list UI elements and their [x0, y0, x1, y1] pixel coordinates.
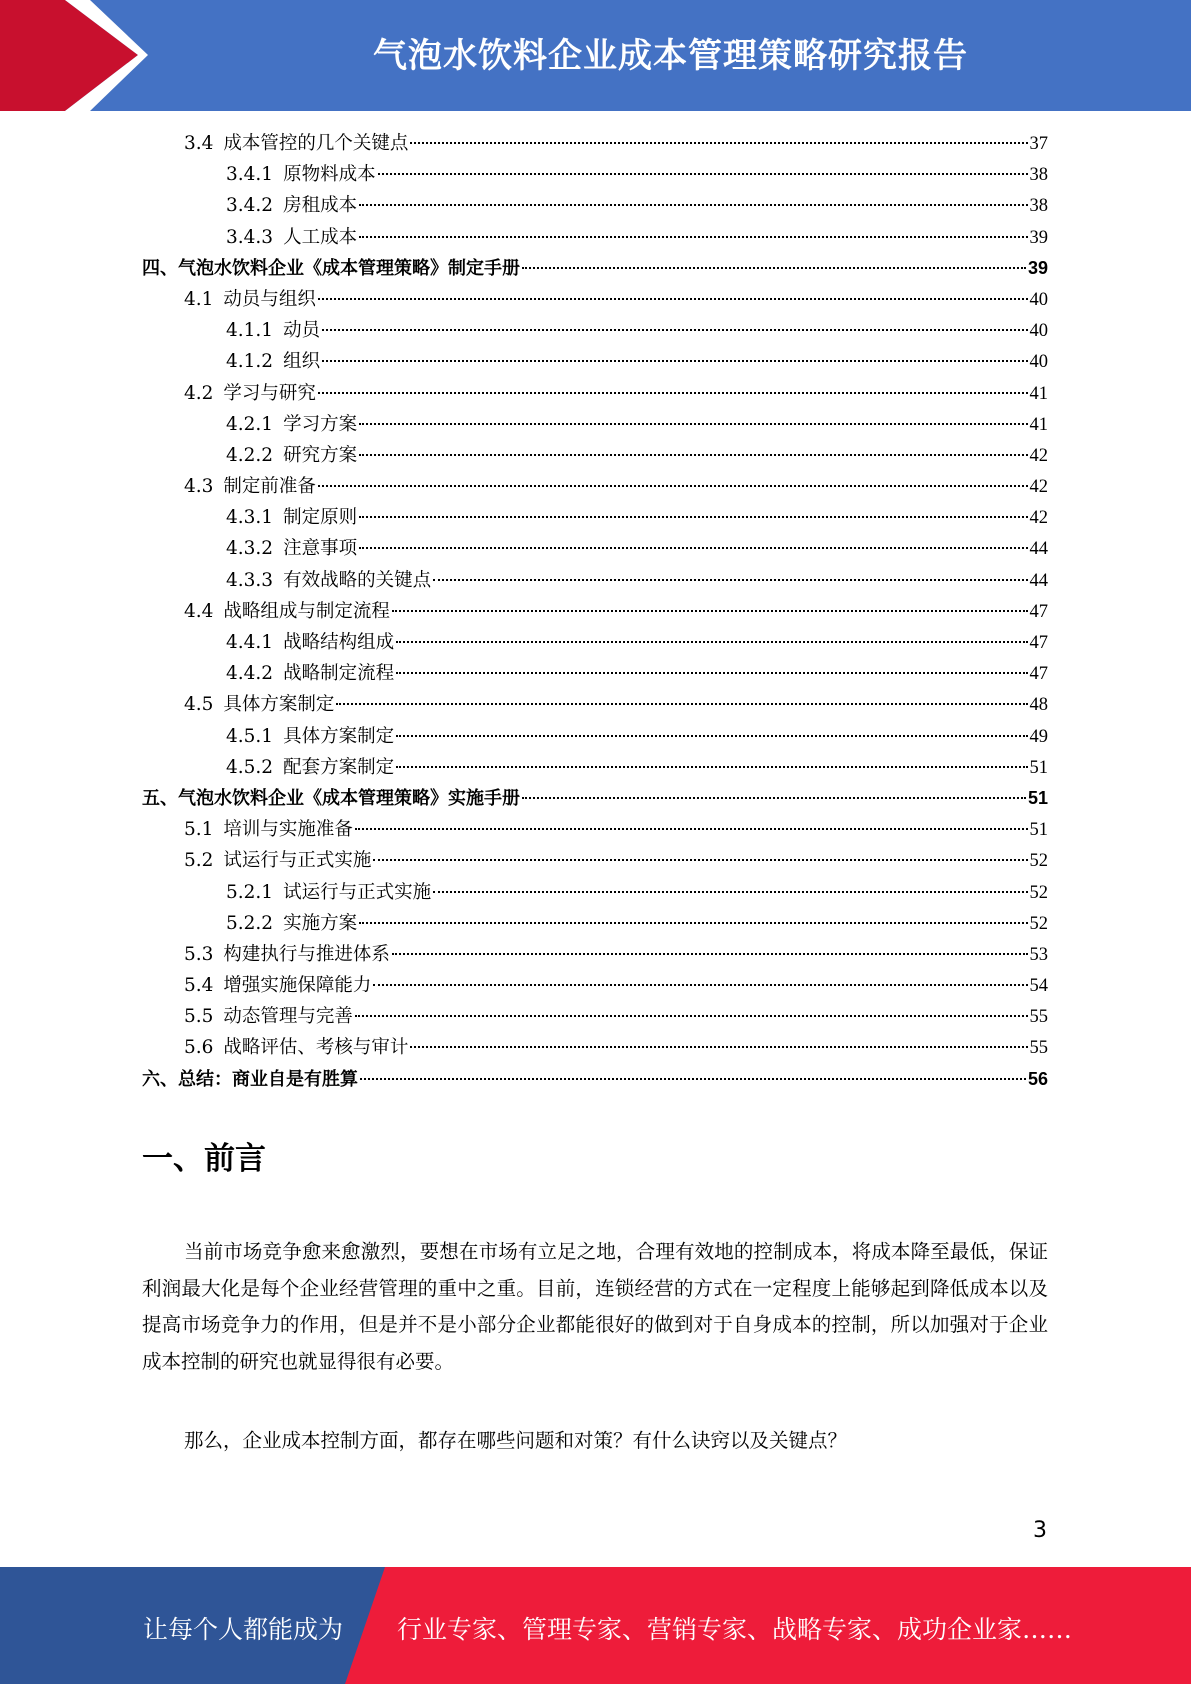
toc-leader-dots	[396, 735, 1027, 737]
toc-entry-page: 44	[1029, 539, 1048, 560]
toc-leader-dots	[396, 641, 1027, 643]
toc-entry-page: 39	[1027, 257, 1048, 278]
toc-entry-page: 41	[1029, 383, 1048, 404]
toc-entry-page: 44	[1029, 570, 1048, 591]
toc-entry-title: 四、气泡水饮料企业《成本管理策略》制定手册	[142, 257, 520, 279]
toc-entry[interactable]	[142, 253, 1048, 284]
toc-entry[interactable]	[142, 346, 1048, 377]
toc-entry[interactable]	[142, 721, 1048, 752]
toc-entry-page: 37	[1029, 134, 1048, 154]
toc-entry-title: 具体方案制定	[223, 694, 335, 716]
toc-entry[interactable]	[142, 752, 1048, 783]
toc-entry-number: 3.4.2	[226, 195, 274, 217]
toc-entry[interactable]	[142, 190, 1048, 221]
toc-entry-title: 试运行与正式实施	[283, 881, 432, 903]
toc-entry-number: 5.2.1	[226, 881, 274, 903]
toc-entry-number: 5.4	[184, 975, 214, 997]
toc-entry-title: 制定原则	[283, 507, 358, 529]
toc-leader-dots	[318, 485, 1028, 487]
toc-leader-dots	[359, 516, 1027, 518]
toc-entry[interactable]	[142, 222, 1048, 253]
toc-entry-title: 房租成本	[283, 195, 358, 217]
toc-entry-page: 51	[1029, 820, 1048, 841]
toc-entry-page: 55	[1029, 1038, 1048, 1059]
toc-entry-number: 5.6	[184, 1037, 214, 1059]
toc-leader-dots	[318, 298, 1028, 300]
toc-entry-title: 五、气泡水饮料企业《成本管理策略》实施手册	[142, 787, 520, 809]
toc-leader-dots	[392, 610, 1028, 612]
toc-entry[interactable]	[142, 378, 1048, 409]
toc-entry[interactable]	[142, 970, 1048, 1001]
toc-entry-number: 4.4	[184, 600, 214, 622]
toc-entry[interactable]	[142, 627, 1048, 658]
toc-entry-page: 52	[1029, 913, 1048, 934]
toc-entry-number: 5.5	[184, 1006, 214, 1028]
toc-entry[interactable]	[142, 315, 1048, 346]
toc-entry-number: 4.5.2	[226, 756, 274, 778]
section-heading: 一、前言	[142, 1141, 266, 1177]
toc-entry-title: 有效战略的关键点	[283, 569, 432, 591]
toc-entry-number: 4.5	[184, 694, 214, 716]
body-paragraph: 当前市场竞争愈来愈激烈，要想在市场有立足之地，合理有效地的控制成本，将成本降至最低，保证利润最大化是每个企业经营管理的重中之重。目前，连锁经营的方式在一定程度上能够起到降低成本以及提高市场竞争力的作用，但是并不是小部分企业都能很好的做到对于自身成本的控制，所以加强对于企业成本控制的研究也就显得很有必要。	[142, 1240, 1048, 1373]
toc-entry[interactable]	[142, 409, 1048, 440]
toc-entry-page: 40	[1029, 352, 1048, 373]
toc-entry[interactable]	[142, 658, 1048, 689]
toc-entry-number: 4.3.3	[226, 569, 274, 591]
toc-entry-page: 54	[1029, 976, 1048, 997]
toc-leader-dots	[360, 1078, 1026, 1080]
toc-entry-title: 研究方案	[283, 444, 358, 466]
toc-leader-dots	[359, 454, 1027, 456]
toc-entry[interactable]	[142, 939, 1048, 970]
toc-entry-title: 制定前准备	[223, 476, 316, 498]
toc-entry-title: 战略评估、考核与审计	[223, 1037, 409, 1059]
toc-entry-page: 56	[1027, 1068, 1048, 1089]
toc-entry-page: 47	[1029, 601, 1048, 622]
toc-entry-page: 42	[1029, 477, 1048, 498]
toc-entry-title: 动态管理与完善	[223, 1006, 353, 1028]
toc-entry[interactable]	[142, 440, 1048, 471]
toc-entry-number: 4.4.2	[226, 663, 274, 685]
toc-entry-number: 4.5.1	[226, 725, 274, 747]
toc-entry-page: 47	[1029, 664, 1048, 685]
toc-entry-page: 51	[1027, 787, 1048, 808]
toc-entry-number: 3.4.1	[226, 164, 274, 186]
toc-entry-title: 人工成本	[283, 226, 358, 248]
toc-entry[interactable]	[142, 471, 1048, 502]
toc-entry-title: 原物料成本	[283, 164, 376, 186]
toc-entry-number: 4.1	[184, 288, 214, 310]
toc-leader-dots	[355, 828, 1028, 830]
toc-leader-dots	[433, 891, 1027, 893]
toc-entry[interactable]	[142, 814, 1048, 845]
toc-entry-number: 5.2	[184, 850, 214, 872]
toc-entry-page: 42	[1029, 445, 1048, 466]
toc-entry-page: 40	[1029, 321, 1048, 342]
toc-entry-number: 4.1.2	[226, 351, 274, 373]
toc-leader-dots	[392, 953, 1028, 955]
page-footer	[0, 1567, 1191, 1684]
page-header	[0, 0, 1191, 111]
toc-entry-number: 3.4.3	[226, 226, 274, 248]
toc-entry[interactable]	[142, 689, 1048, 720]
toc-entry[interactable]	[142, 783, 1048, 814]
toc-entry-page: 52	[1029, 882, 1048, 903]
toc-entry[interactable]	[142, 159, 1048, 190]
toc-entry-number: 4.3	[184, 476, 214, 498]
toc-entry[interactable]	[142, 1001, 1048, 1032]
toc-entry[interactable]	[142, 908, 1048, 939]
toc-entry[interactable]	[142, 502, 1048, 533]
toc-entry-page: 53	[1029, 944, 1048, 965]
toc-leader-dots	[410, 1046, 1027, 1048]
toc-entry-page: 49	[1029, 726, 1048, 747]
toc-leader-dots	[359, 236, 1027, 238]
toc-entry-title: 学习与研究	[223, 382, 316, 404]
toc-entry[interactable]	[142, 845, 1048, 876]
toc-entry[interactable]	[142, 877, 1048, 908]
toc-entry[interactable]	[142, 565, 1048, 596]
toc-entry-page: 47	[1029, 633, 1048, 653]
toc-entry-title: 战略制定流程	[283, 663, 395, 685]
toc-entry-title: 具体方案制定	[283, 725, 395, 747]
table-of-contents	[142, 128, 1048, 1095]
toc-entry-title: 战略组成与制定流程	[223, 600, 390, 622]
toc-leader-dots	[410, 142, 1027, 144]
footer-slogan-left: 让每个人都能成为	[143, 1615, 344, 1644]
toc-entry-title: 试运行与正式实施	[223, 850, 372, 872]
header-arrow-decoration	[0, 0, 160, 111]
toc-entry-page: 39	[1029, 227, 1048, 248]
toc-entry[interactable]	[142, 1064, 1048, 1095]
toc-leader-dots	[522, 797, 1026, 799]
toc-entry-page: 55	[1029, 1007, 1048, 1028]
toc-entry-number: 3.4	[184, 133, 214, 154]
toc-entry[interactable]	[142, 1032, 1048, 1063]
toc-entry-page: 42	[1029, 508, 1048, 529]
toc-entry[interactable]	[142, 128, 1048, 159]
toc-entry-number: 4.4.1	[226, 632, 274, 653]
toc-leader-dots	[359, 547, 1027, 549]
toc-entry-title: 培训与实施准备	[223, 819, 353, 841]
toc-entry-page: 40	[1029, 289, 1048, 310]
toc-entry-page: 51	[1029, 757, 1048, 778]
toc-entry-title: 配套方案制定	[283, 756, 395, 778]
toc-entry-title: 六、总结：商业自是有胜算	[142, 1068, 358, 1090]
toc-leader-dots	[396, 766, 1027, 768]
toc-entry-number: 4.3.2	[226, 538, 274, 560]
toc-leader-dots	[336, 703, 1027, 705]
toc-entry-title: 组织	[283, 351, 321, 373]
toc-leader-dots	[322, 360, 1027, 362]
toc-entry-number: 4.2	[184, 382, 214, 404]
toc-entry-title: 构建执行与推进体系	[223, 943, 390, 965]
toc-leader-dots	[355, 1015, 1028, 1017]
toc-entry-page: 38	[1029, 165, 1048, 186]
toc-entry-number: 5.1	[184, 819, 214, 841]
toc-leader-dots	[359, 922, 1027, 924]
toc-entry-page: 41	[1029, 414, 1048, 435]
toc-leader-dots	[373, 859, 1027, 861]
toc-leader-dots	[378, 173, 1028, 175]
toc-entry-number: 4.3.1	[226, 507, 274, 529]
toc-entry-title: 学习方案	[283, 413, 358, 435]
toc-leader-dots	[522, 267, 1026, 269]
document-title: 气泡水饮料企业成本管理策略研究报告	[373, 36, 968, 76]
toc-leader-dots	[433, 579, 1027, 581]
toc-entry-number: 5.3	[184, 943, 214, 965]
toc-leader-dots	[359, 423, 1027, 425]
toc-entry-page: 48	[1029, 695, 1048, 716]
toc-leader-dots	[359, 204, 1027, 206]
body-paragraph: 那么，企业成本控制方面，都存在哪些问题和对策？有什么诀窍以及关键点？	[184, 1429, 848, 1452]
toc-entry-title: 注意事项	[283, 538, 358, 560]
toc-entry-title: 动员与组织	[223, 288, 316, 310]
toc-entry-title: 动员	[283, 320, 321, 342]
toc-entry-number: 4.2.2	[226, 444, 274, 466]
toc-entry-number: 4.2.1	[226, 413, 274, 435]
toc-entry[interactable]	[142, 596, 1048, 627]
toc-leader-dots	[322, 329, 1027, 331]
toc-entry-title: 增强实施保障能力	[223, 975, 372, 997]
toc-entry-title: 战略结构组成	[283, 632, 395, 653]
footer-slogan-right: 行业专家、管理专家、营销专家、战略专家、成功企业家……	[397, 1615, 1073, 1644]
toc-leader-dots	[396, 672, 1027, 674]
toc-entry-page: 38	[1029, 196, 1048, 217]
toc-leader-dots	[318, 392, 1028, 394]
toc-entry-page: 52	[1029, 851, 1048, 872]
toc-entry-number: 4.1.1	[226, 320, 274, 342]
toc-leader-dots	[373, 984, 1027, 986]
toc-entry[interactable]	[142, 533, 1048, 564]
toc-entry-title: 实施方案	[283, 912, 358, 934]
toc-entry-title: 成本管控的几个关键点	[223, 133, 409, 154]
toc-entry[interactable]	[142, 284, 1048, 315]
toc-entry-number: 5.2.2	[226, 912, 274, 934]
page-number: 3	[1033, 1518, 1047, 1543]
